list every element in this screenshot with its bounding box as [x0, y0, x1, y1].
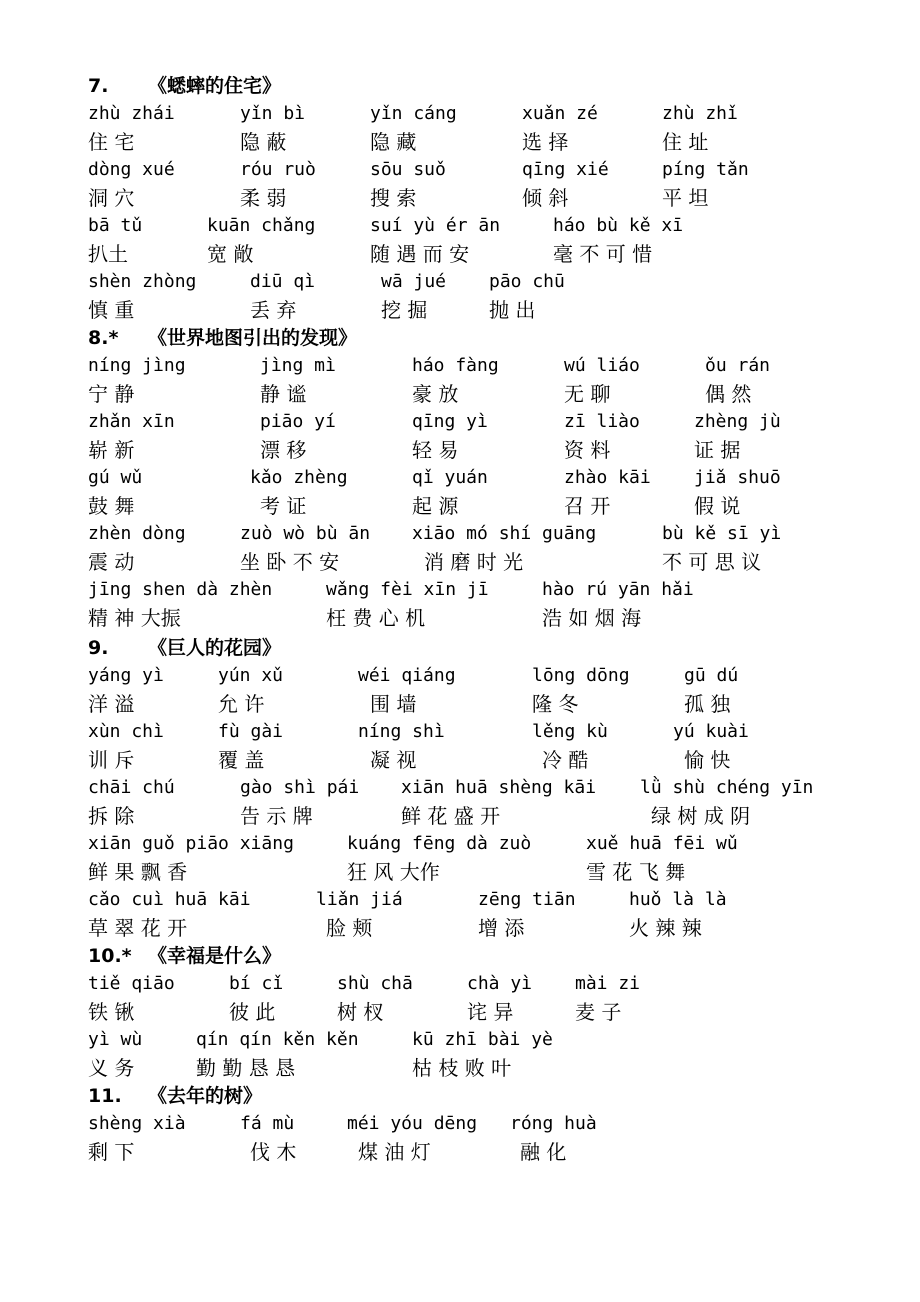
hanzi-word: 枯 枝 败 叶	[412, 1056, 512, 1080]
pinyin-row	[0, 830, 920, 858]
hanzi-word: 假 说	[694, 494, 741, 518]
pinyin-row	[0, 1110, 920, 1138]
hanzi-word: 孤 独	[684, 692, 731, 716]
hanzi-word: 起 源	[412, 494, 459, 518]
pinyin-word: lěng kù	[532, 721, 608, 742]
hanzi-word: 诧 异	[467, 1000, 514, 1024]
hanzi-word: 偶 然	[705, 382, 752, 406]
pinyin-word: chà yì	[467, 973, 533, 994]
pinyin-row	[0, 352, 920, 380]
pinyin-word: liǎn jiá	[316, 889, 403, 910]
hanzi-word: 证 据	[694, 438, 741, 462]
pinyin-word: kuān chǎng	[207, 215, 316, 236]
pinyin-word: suí yù ér ān	[370, 215, 501, 236]
hanzi-row	[0, 604, 920, 632]
pinyin-word: xuě huā fēi wǔ	[586, 833, 738, 854]
hanzi-word: 伐 木	[250, 1140, 297, 1164]
pinyin-word: róu ruò	[240, 159, 316, 180]
pinyin-word: dòng xué	[88, 159, 175, 180]
section-title: 《蟋蟀的住宅》	[148, 75, 282, 97]
section-number: 11.	[88, 1085, 122, 1107]
hanzi-word: 住 址	[662, 130, 709, 154]
hanzi-word: 无 聊	[564, 382, 611, 406]
pinyin-word: xiān guǒ piāo xiāng	[88, 833, 294, 854]
hanzi-row	[0, 746, 920, 774]
hanzi-word: 绿 树 成 阴	[651, 804, 751, 828]
hanzi-word: 增 添	[478, 916, 525, 940]
pinyin-word: yáng yì	[88, 665, 164, 686]
hanzi-word: 雪 花 飞 舞	[586, 860, 686, 884]
pinyin-word: fù gài	[218, 721, 284, 742]
pinyin-word: zhù zhái	[88, 103, 175, 124]
hanzi-word: 洋 溢	[88, 692, 135, 716]
hanzi-word: 鼓 舞	[88, 494, 135, 518]
pinyin-word: wā jué	[381, 271, 447, 292]
pinyin-word: bí cǐ	[229, 973, 284, 994]
pinyin-word: róng huà	[510, 1113, 597, 1134]
hanzi-row	[0, 802, 920, 830]
hanzi-row	[0, 128, 920, 156]
hanzi-row	[0, 914, 920, 942]
hanzi-row	[0, 184, 920, 212]
hanzi-word: 随 遇 而 安	[370, 242, 470, 266]
pinyin-word: bù kě sī yì	[662, 523, 782, 544]
hanzi-word: 义 务	[88, 1056, 135, 1080]
pinyin-row	[0, 718, 920, 746]
hanzi-word: 围 墙	[370, 692, 417, 716]
pinyin-row	[0, 774, 920, 802]
hanzi-word: 不 可 思 议	[662, 550, 762, 574]
hanzi-word: 洞 穴	[88, 186, 135, 210]
pinyin-row	[0, 662, 920, 690]
hanzi-word: 轻 易	[412, 438, 459, 462]
hanzi-word: 震 动	[88, 550, 135, 574]
pinyin-word: fá mù	[240, 1113, 295, 1134]
hanzi-word: 召 开	[564, 494, 611, 518]
hanzi-word: 麦 子	[575, 1000, 622, 1024]
hanzi-word: 拆 除	[88, 804, 135, 828]
section-title: 《巨人的花园》	[148, 637, 282, 659]
pinyin-row	[0, 886, 920, 914]
section-title: 《去年的树》	[148, 1085, 263, 1107]
hanzi-word: 铁 锹	[88, 1000, 135, 1024]
pinyin-word: wú liáo	[564, 355, 640, 376]
hanzi-word: 隐 蔽	[240, 130, 287, 154]
hanzi-word: 静 谧	[260, 382, 307, 406]
hanzi-word: 扒土	[88, 242, 128, 266]
pinyin-word: zhèn dòng	[88, 523, 186, 544]
pinyin-word: xiāo mó shí guāng	[412, 523, 597, 544]
pinyin-row	[0, 1026, 920, 1054]
hanzi-word: 隐 藏	[370, 130, 417, 154]
hanzi-word: 凝 视	[370, 748, 417, 772]
pinyin-word: méi yóu dēng	[347, 1113, 478, 1134]
pinyin-word: cǎo cuì huā kāi	[88, 889, 251, 910]
hanzi-word: 树 杈	[337, 1000, 384, 1024]
pinyin-word: píng tǎn	[662, 159, 749, 180]
hanzi-row	[0, 548, 920, 576]
hanzi-word: 告 示 牌	[240, 804, 313, 828]
pinyin-word: háo bù kě xī	[553, 215, 684, 236]
section-heading	[88, 72, 281, 100]
pinyin-word: qīng yì	[412, 411, 488, 432]
section-heading	[88, 1082, 262, 1110]
hanzi-word: 剩 下	[88, 1140, 135, 1164]
hanzi-word: 抛 出	[489, 298, 536, 322]
pinyin-word: kuáng fēng dà zuò	[347, 833, 532, 854]
pinyin-word: zī liào	[564, 411, 640, 432]
pinyin-word: shèn zhòng	[88, 271, 197, 292]
hanzi-word: 漂 移	[260, 438, 307, 462]
hanzi-word: 鲜 花 盛 开	[401, 804, 501, 828]
hanzi-row	[0, 240, 920, 268]
pinyin-word: mài zi	[575, 973, 641, 994]
pinyin-word: jīng shen dà zhèn	[88, 579, 273, 600]
pinyin-word: shèng xià	[88, 1113, 186, 1134]
section-heading	[88, 634, 281, 662]
hanzi-word: 草 翠 花 开	[88, 916, 188, 940]
pinyin-word: shù chā	[337, 973, 413, 994]
pinyin-word: yì wù	[88, 1029, 143, 1050]
hanzi-word: 狂 风 大作	[347, 860, 440, 884]
hanzi-word: 考 证	[260, 494, 307, 518]
hanzi-word: 坐 卧 不 安	[240, 550, 340, 574]
pinyin-word: lǜ shù chéng yīn	[640, 777, 814, 798]
hanzi-row	[0, 858, 920, 886]
hanzi-word: 允 许	[218, 692, 265, 716]
pinyin-word: níng shì	[358, 721, 445, 742]
pinyin-row	[0, 100, 920, 128]
hanzi-row	[0, 690, 920, 718]
hanzi-row	[0, 492, 920, 520]
hanzi-word: 隆 冬	[532, 692, 579, 716]
hanzi-word: 搜 索	[370, 186, 417, 210]
pinyin-word: yǐn cáng	[370, 103, 457, 124]
hanzi-word: 倾 斜	[522, 186, 569, 210]
pinyin-word: jiǎ shuō	[694, 467, 781, 488]
pinyin-word: zhèng jù	[694, 411, 781, 432]
pinyin-word: huǒ là là	[629, 889, 727, 910]
pinyin-word: yún xǔ	[218, 665, 284, 686]
hanzi-word: 枉 费 心 机	[326, 606, 426, 630]
hanzi-word: 资 料	[564, 438, 611, 462]
pinyin-word: wéi qiáng	[358, 665, 456, 686]
pinyin-word: xiān huā shèng kāi	[401, 777, 597, 798]
section-number: 10.*	[88, 945, 132, 967]
pinyin-word: kū zhī bài yè	[412, 1029, 553, 1050]
section-number: 9.	[88, 637, 109, 659]
hanzi-row	[0, 436, 920, 464]
section-number: 7.	[88, 75, 109, 97]
hanzi-row	[0, 296, 920, 324]
hanzi-word: 慎 重	[88, 298, 135, 322]
section-heading	[88, 942, 281, 970]
pinyin-word: xùn chì	[88, 721, 164, 742]
pinyin-word: diū qì	[250, 271, 316, 292]
hanzi-word: 毫 不 可 惜	[553, 242, 653, 266]
pinyin-row	[0, 408, 920, 436]
pinyin-word: gū dú	[684, 665, 739, 686]
section-heading	[88, 324, 357, 352]
pinyin-word: wǎng fèi xīn jī	[326, 579, 489, 600]
pinyin-row	[0, 576, 920, 604]
pinyin-row	[0, 212, 920, 240]
pinyin-word: zhào kāi	[564, 467, 651, 488]
hanzi-word: 消 磨 时 光	[424, 550, 524, 574]
pinyin-word: chāi chú	[88, 777, 175, 798]
hanzi-word: 宽 敞	[207, 242, 254, 266]
pinyin-word: gú wǔ	[88, 467, 143, 488]
pinyin-row	[0, 156, 920, 184]
pinyin-word: sōu suǒ	[370, 159, 446, 180]
hanzi-word: 精 神 大振	[88, 606, 181, 630]
section-title: 《幸福是什么》	[148, 945, 282, 967]
pinyin-word: qǐ yuán	[412, 467, 488, 488]
hanzi-word: 崭 新	[88, 438, 135, 462]
hanzi-word: 火 辣 辣	[629, 916, 702, 940]
hanzi-word: 宁 静	[88, 382, 135, 406]
pinyin-word: lōng dōng	[532, 665, 630, 686]
hanzi-word: 训 斥	[88, 748, 135, 772]
pinyin-row	[0, 970, 920, 998]
pinyin-word: yǐn bì	[240, 103, 306, 124]
pinyin-word: qīng xié	[522, 159, 609, 180]
hanzi-word: 愉 快	[684, 748, 731, 772]
hanzi-word: 平 坦	[662, 186, 709, 210]
hanzi-row	[0, 1138, 920, 1166]
pinyin-word: níng jìng	[88, 355, 186, 376]
hanzi-word: 覆 盖	[218, 748, 265, 772]
hanzi-row	[0, 998, 920, 1026]
hanzi-word: 彼 此	[229, 1000, 276, 1024]
pinyin-row	[0, 464, 920, 492]
hanzi-word: 柔 弱	[240, 186, 287, 210]
pinyin-word: gào shì pái	[240, 777, 360, 798]
hanzi-word: 丢 弃	[250, 298, 297, 322]
pinyin-word: ǒu rán	[705, 355, 771, 376]
hanzi-word: 脸 颊	[326, 916, 373, 940]
pinyin-word: piāo yí	[260, 411, 336, 432]
hanzi-word: 冷 酷	[542, 748, 589, 772]
pinyin-word: xuǎn zé	[522, 103, 598, 124]
hanzi-word: 勤 勤 恳 恳	[196, 1056, 296, 1080]
pinyin-row	[0, 268, 920, 296]
hanzi-word: 煤 油 灯	[358, 1140, 431, 1164]
hanzi-word: 融 化	[520, 1140, 567, 1164]
pinyin-row	[0, 520, 920, 548]
pinyin-word: zhǎn xīn	[88, 411, 175, 432]
pinyin-word: háo fàng	[412, 355, 499, 376]
section-number: 8.*	[88, 327, 119, 349]
hanzi-word: 住 宅	[88, 130, 135, 154]
pinyin-word: zēng tiān	[478, 889, 576, 910]
pinyin-word: kǎo zhèng	[250, 467, 348, 488]
hanzi-row	[0, 1054, 920, 1082]
section-title: 《世界地图引出的发现》	[148, 327, 358, 349]
pinyin-word: zuò wò bù ān	[240, 523, 371, 544]
pinyin-word: jìng mì	[260, 355, 336, 376]
hanzi-word: 鲜 果 飘 香	[88, 860, 188, 884]
hanzi-word: 选 择	[522, 130, 569, 154]
pinyin-word: bā tǔ	[88, 215, 143, 236]
pinyin-word: zhù zhǐ	[662, 103, 738, 124]
pinyin-word: pāo chū	[489, 271, 565, 292]
hanzi-word: 豪 放	[412, 382, 459, 406]
pinyin-word: hào rú yān hǎi	[542, 579, 694, 600]
pinyin-word: qín qín kěn kěn	[196, 1029, 359, 1050]
pinyin-word: tiě qiāo	[88, 973, 175, 994]
hanzi-row	[0, 380, 920, 408]
hanzi-word: 浩 如 烟 海	[542, 606, 642, 630]
hanzi-word: 挖 掘	[381, 298, 428, 322]
pinyin-word: yú kuài	[673, 721, 749, 742]
